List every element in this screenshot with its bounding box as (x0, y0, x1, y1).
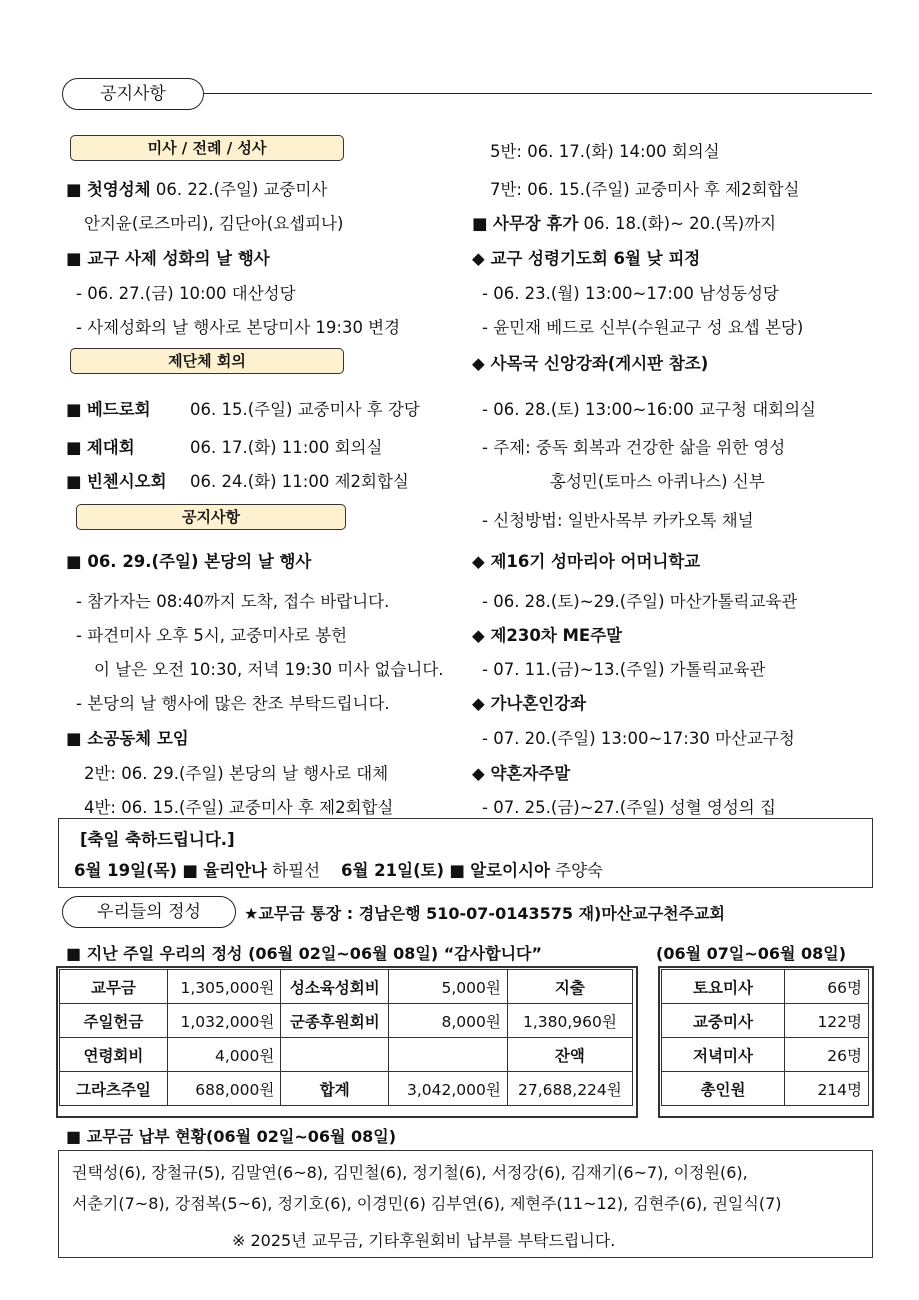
tag-meetings (70, 348, 344, 374)
offering-table (59, 969, 633, 1106)
table-cell: 저녁미사 (662, 1038, 785, 1072)
tag-notice (76, 504, 346, 530)
lecture-line: - 06. 28.(토) 13:00~16:00 교구청 대회의실 (482, 400, 816, 419)
table-cell: 122명 (785, 1004, 869, 1038)
table-cell: 1,380,960원 (507, 1004, 632, 1038)
small-comm-line: 4반: 06. 15.(주일) 교중미사 후 제2회합실 (84, 798, 394, 817)
mother-school-line: - 06. 28.(토)~29.(주일) 마산가톨릭교육관 (482, 592, 798, 611)
table-cell (281, 1038, 389, 1072)
table-cell: 잔액 (507, 1038, 632, 1072)
table-cell: 연령회비 (60, 1038, 168, 1072)
small-comm-title: ■ 소공동체 모임 (66, 729, 189, 748)
table-row (60, 1004, 633, 1038)
text: 06. 22.(주일) 교중미사 (150, 180, 328, 199)
mother-school-title: ◆ 제16기 성마리아 어머니학교 (472, 552, 701, 571)
label: 제대회 (86, 438, 135, 457)
divider (204, 93, 872, 94)
meeting-row: ■ 빈첸시오회 (66, 472, 167, 491)
week-title: ■ 지난 주일 우리의 정성 (06월 02일~06월 08일) “감사합니다” (66, 944, 543, 963)
small-comm-line: 2반: 06. 29.(주일) 본당의 날 행사로 대체 (84, 764, 389, 783)
table-cell: 214명 (785, 1072, 869, 1106)
feast-saint: 알로이시아 (470, 861, 550, 880)
label: 교구 사제 성화의 날 행사 (87, 249, 270, 268)
meeting-row: ■ 베드로회 (66, 400, 151, 419)
label: 소공동체 모임 (87, 729, 189, 748)
table-cell: 지출 (507, 970, 632, 1004)
table-cell: 교중미사 (662, 1004, 785, 1038)
tag-label: 미사 / 전례 / 성사 (147, 139, 267, 157)
cana-title: ◆ 가나혼인강좌 (472, 694, 587, 713)
table-row (60, 1038, 633, 1072)
dues-line: 권택성(6), 장철규(5), 김말연(6~8), 김민철(6), 정기철(6), 서정강(6), 김재기(6~7), 이정원(6), (72, 1163, 748, 1182)
dues-note: ※ 2025년 교무금, 기타후원회비 납부를 부탁드립니다. (232, 1231, 616, 1250)
label: 제16기 성마리아 어머니학교 (490, 552, 701, 571)
me-line: - 07. 11.(금)~13.(주일) 가톨릭교육관 (482, 660, 766, 679)
first-communion: ■ 첫영성체 06. 22.(주일) 교중미사 (66, 180, 328, 199)
label: 베드로회 (86, 400, 151, 419)
label: 교구 성령기도회 6월 낮 피정 (490, 249, 701, 268)
retreat-line: - 윤민재 베드로 신부(수원교구 성 요셉 본당) (482, 318, 804, 337)
table-row (662, 1004, 869, 1038)
table-cell: 교무금 (60, 970, 168, 1004)
label: 사무장 휴가 (492, 214, 579, 233)
table-cell: 26명 (785, 1038, 869, 1072)
vacation: ■ 사무장 휴가 06. 18.(화)~ 20.(목)까지 (472, 214, 777, 233)
section-pill-offering (62, 896, 236, 928)
table-cell: 1,305,000원 (167, 970, 280, 1004)
priest-day-title: ■ 교구 사제 성화의 날 행사 (66, 249, 270, 268)
table-row (60, 1072, 633, 1106)
parish-day-line: 이 날은 오전 10:30, 저녁 19:30 미사 없습니다. (94, 660, 444, 679)
table-row (662, 1072, 869, 1106)
feast-saint: 율리안나 (203, 861, 267, 880)
attendance-table (661, 969, 869, 1106)
parish-day-line: - 본당의 날 행사에 많은 찬조 부탁드립니다. (76, 694, 390, 713)
table-cell: 27,688,224원 (507, 1072, 632, 1106)
pill-label: 우리들의 정성 (97, 902, 201, 922)
feast-date: 6월 19일(목) (74, 861, 178, 880)
feast-person: 주양숙 (549, 861, 603, 880)
priest-day-line: - 사제성화의 날 행사로 본당미사 19:30 변경 (76, 318, 401, 337)
meeting-row: ■ 제대회 (66, 438, 135, 457)
label: 06. 29.(주일) 본당의 날 행사 (87, 552, 312, 571)
table-row (60, 970, 633, 1004)
table-cell: 4,000원 (167, 1038, 280, 1072)
table-cell: 군종후원회비 (281, 1004, 389, 1038)
table-cell: 토요미사 (662, 970, 785, 1004)
lecture-title: ◆ 사목국 신앙강좌(게시판 참조) (472, 354, 709, 373)
label: 첫영성체 (86, 180, 151, 199)
table-cell: 3,042,000원 (389, 1072, 508, 1106)
table-cell: 5,000원 (389, 970, 508, 1004)
label: 빈첸시오회 (86, 472, 167, 491)
right-line: 5반: 06. 17.(화) 14:00 회의실 (490, 142, 720, 161)
me-title: ◆ 제230차 ME주말 (472, 626, 623, 645)
retreat-line: - 06. 23.(월) 13:00~17:00 남성동성당 (482, 284, 779, 303)
tag-label: 공지사항 (182, 508, 240, 526)
table-cell (389, 1038, 508, 1072)
table-cell: 주일헌금 (60, 1004, 168, 1038)
label: 약혼자주말 (490, 764, 571, 783)
label: 사목국 신앙강좌(게시판 참조) (490, 354, 709, 373)
table-cell: 8,000원 (389, 1004, 508, 1038)
table-row (662, 970, 869, 1004)
cana-line: - 07. 20.(주일) 13:00~17:30 마산교구청 (482, 729, 795, 748)
parish-day-line: - 참가자는 08:40까지 도착, 접수 바랍니다. (76, 592, 390, 611)
table-cell: 66명 (785, 970, 869, 1004)
table-cell: 합계 (281, 1072, 389, 1106)
page-title: 공지사항 (100, 84, 166, 104)
first-communion-names: 안지윤(로즈마리), 김단아(요셉피나) (84, 214, 344, 233)
feast-line: 6월 19일(목) ■ 율리안나 하필선 6월 21일(토) ■ 알로이시아 주양숙 (74, 861, 603, 880)
right-line: 7반: 06. 15.(주일) 교중미사 후 제2회합실 (490, 180, 800, 199)
table-cell: 그라츠주일 (60, 1072, 168, 1106)
lecture-line: 홍성민(토마스 아퀴나스) 신부 (550, 472, 765, 491)
priest-day-line: - 06. 27.(금) 10:00 대산성당 (76, 284, 296, 303)
parish-day-line: - 파견미사 오후 5시, 교중미사로 봉헌 (76, 626, 348, 645)
section-pill-notice (62, 78, 204, 110)
meeting-text: 06. 15.(주일) 교중미사 후 강당 (190, 400, 420, 419)
table-cell: 1,032,000원 (167, 1004, 280, 1038)
meeting-text: 06. 17.(화) 11:00 회의실 (190, 438, 383, 457)
feast-date: 6월 21일(토) (341, 861, 445, 880)
dues-line: 서춘기(7~8), 강점복(5~6), 정기호(6), 이경민(6) 김부연(6), 제현주(11~12), 김현주(6), 권일식(7) (72, 1194, 782, 1213)
label: 제230차 ME주말 (490, 626, 623, 645)
tag-mass (70, 135, 344, 161)
table-cell: 총인원 (662, 1072, 785, 1106)
table-row (662, 1038, 869, 1072)
engaged-line: - 07. 25.(금)~27.(주일) 성혈 영성의 집 (482, 798, 776, 817)
feast-person: 하필선 (266, 861, 321, 880)
meeting-text: 06. 24.(화) 11:00 제2회합실 (190, 472, 409, 491)
parish-day-title: ■ 06. 29.(주일) 본당의 날 행사 (66, 552, 312, 571)
account-info: ★교무금 통장 : 경남은행 510-07-0143575 재)마산교구천주교회 (244, 904, 725, 923)
lecture-line: - 신청방법: 일반사목부 카카오톡 채널 (482, 511, 754, 530)
table-cell: 성소육성회비 (281, 970, 389, 1004)
lecture-line: - 주제: 중독 회복과 건강한 삶을 위한 영성 (482, 438, 786, 457)
tag-label: 제단체 회의 (168, 352, 246, 370)
table-cell: 688,000원 (167, 1072, 280, 1106)
label: 가나혼인강좌 (490, 694, 587, 713)
attendance-title: (06월 07일~06월 08일) (656, 944, 847, 963)
engaged-title: ◆ 약혼자주말 (472, 764, 571, 783)
retreat-title: ◆ 교구 성령기도회 6월 낮 피정 (472, 249, 701, 268)
dues-title: ■ 교무금 납부 현황(06월 02일~06월 08일) (66, 1127, 397, 1146)
feast-title: [축일 축하드립니다.] (80, 830, 235, 849)
text: 06. 18.(화)~ 20.(목)까지 (578, 214, 777, 233)
